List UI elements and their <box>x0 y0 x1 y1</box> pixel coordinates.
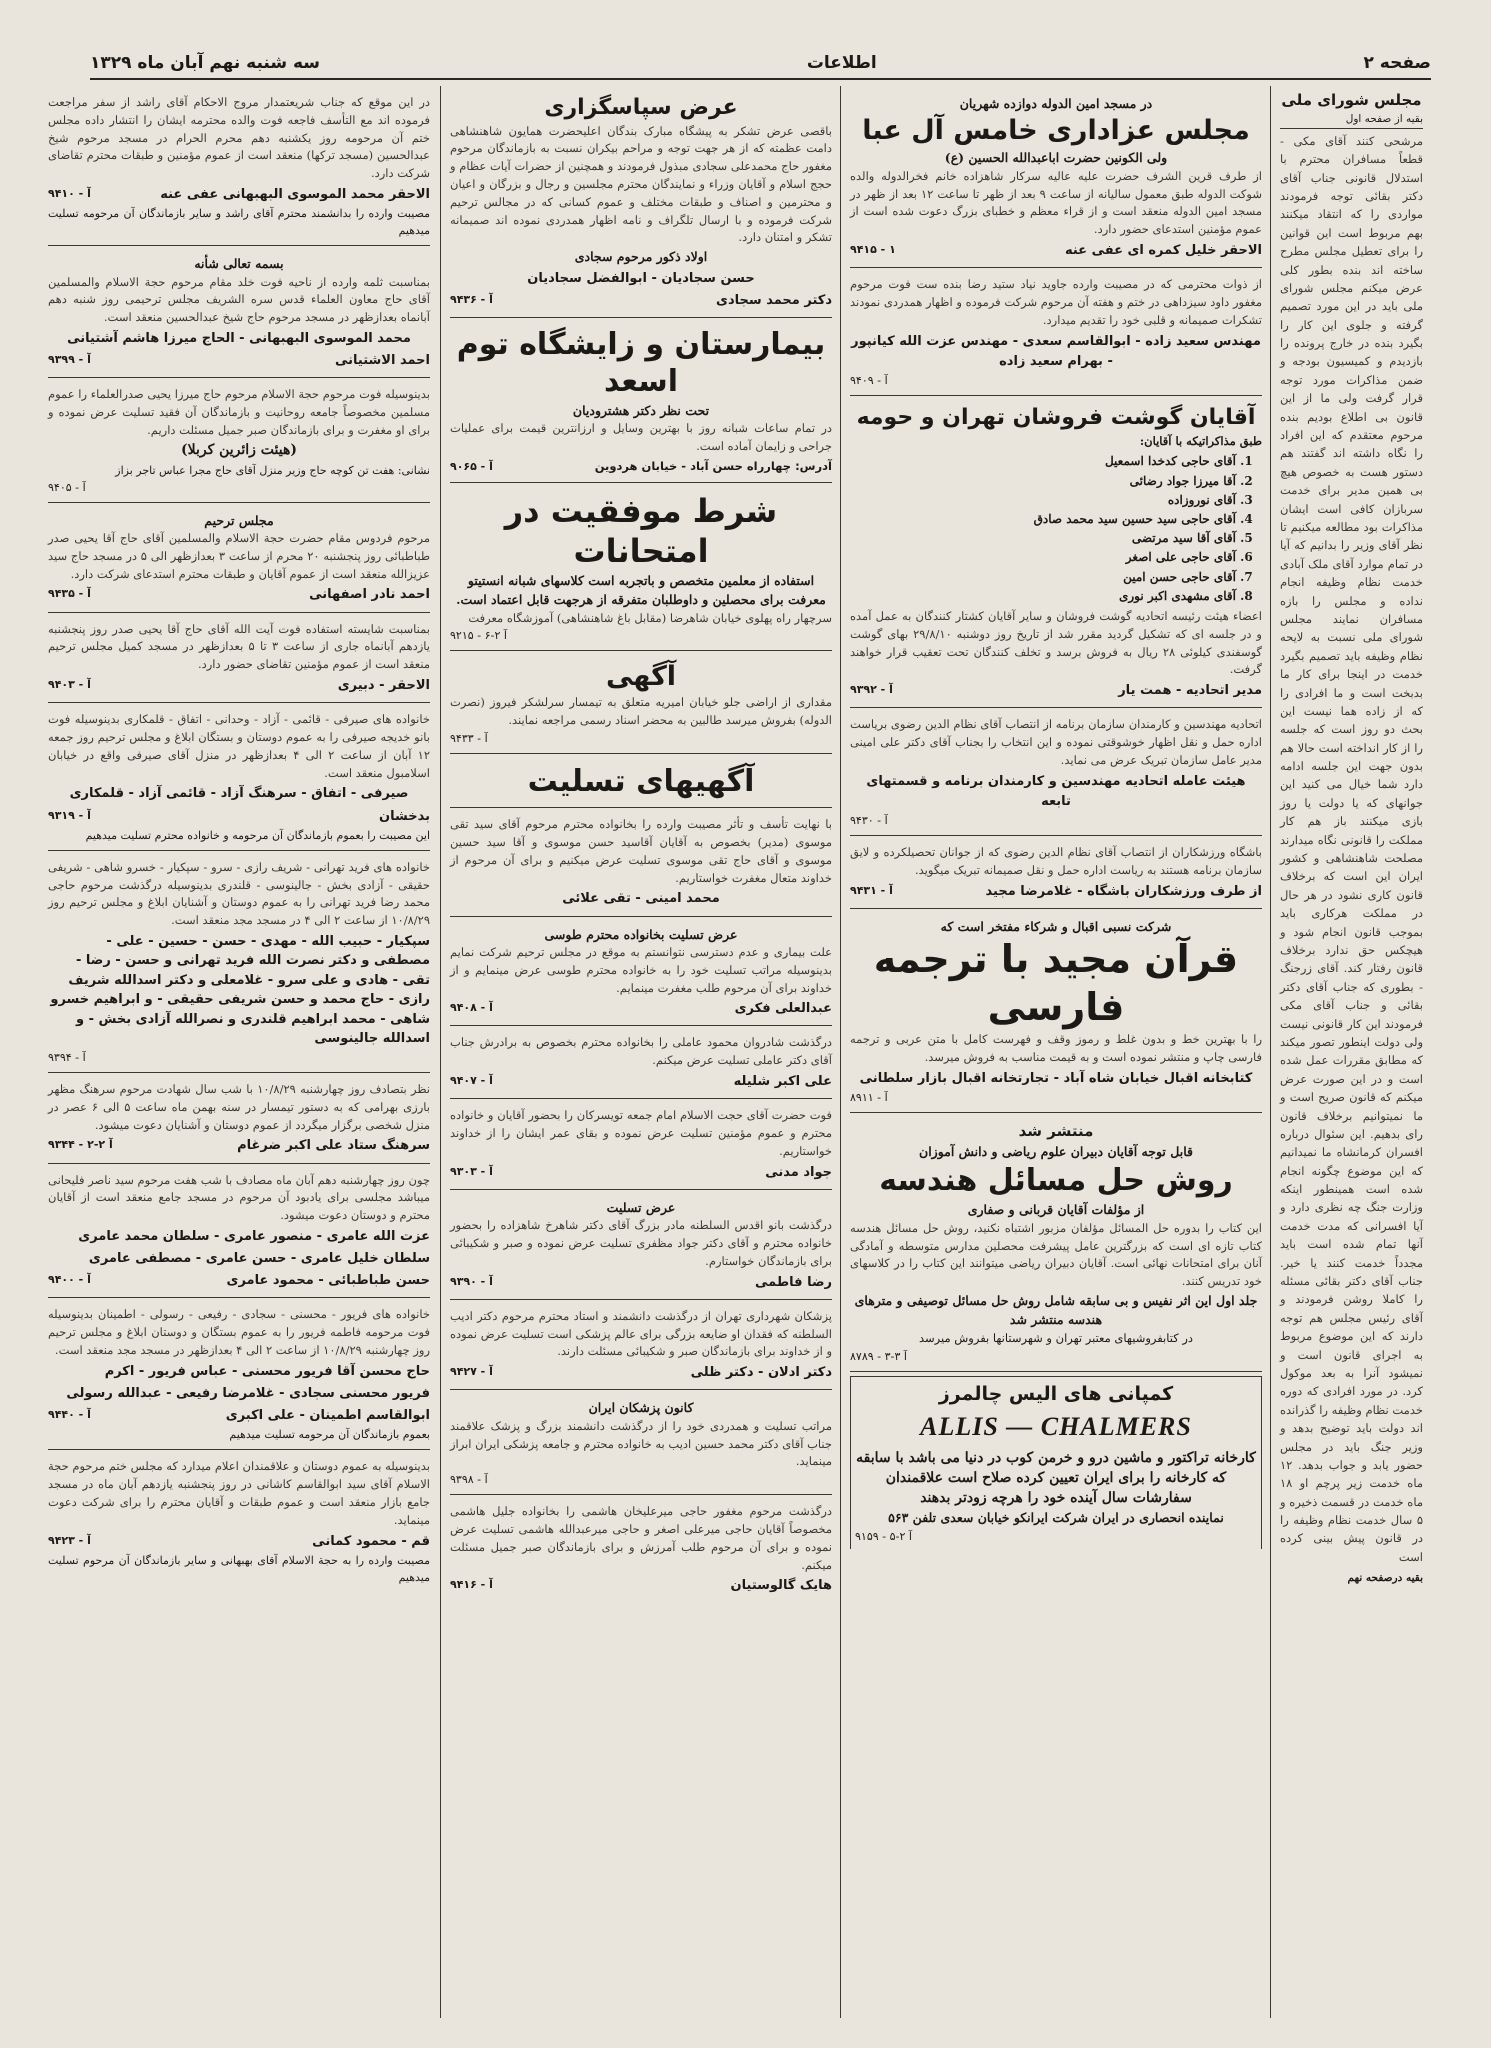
mourning-signature: الاحقر - دبیری <box>337 678 430 693</box>
condolence-ad <box>450 1394 832 1495</box>
condolence-signature: رضا فاطمی <box>755 1274 832 1290</box>
ad-code: ۹۳۹۰ - آ <box>450 1274 493 1288</box>
mourning-ad <box>48 617 430 704</box>
list-item: 8. آقای مشهدی اکبر نوری <box>850 587 1236 606</box>
page-number: صفحه ۲ <box>1363 53 1431 73</box>
list-item: 4. آقای حاجی سید حسین سید محمد صادق <box>850 510 1236 529</box>
ad-code: ۸۷۸۹ - آ ۳-۳ <box>850 1349 907 1363</box>
quran-title: قرآن مجید با ترجمه فارسی <box>873 937 1239 1029</box>
book-volume: جلد اول این اثر نفیس و بی سابقه شامل روش حل مسائل توصیفی و مترهای هندسه منتشر شد <box>854 1293 1258 1328</box>
hospital-ad <box>450 322 832 483</box>
condolence-body: فوت حضرت آقای حجت الاسلام امام جمعه تویسرکان را بحضور آقایان و خانواده محترم و عموم مؤمنین تسلیت عرض نموده و بقای عمر ایشان را از خداوند خواستاریم. <box>450 1108 832 1158</box>
mourning-signature: سرهنگ ستاد علی اکبر ضرغام <box>237 1138 430 1154</box>
quran-intro: شرکت نسبی اقبال و شرکاء مفتخر است که <box>940 918 1172 934</box>
butchers-signature: مدیر اتحادیه - همت یار <box>1118 683 1262 699</box>
column-rule <box>440 86 441 2018</box>
gratitude-ad <box>450 90 832 318</box>
mourning-ad <box>850 90 1262 268</box>
ad-code: ۹۴۱۶ - آ <box>450 1578 493 1592</box>
condolence-body: پزشکان شهرداری تهران از درگذشت دانشمند و استاد محترم مرحوم دکتر ادیب السلطنه که فقدان او ضایعه بزرگی برای عالم پزشکی است تسلیت عرض نموده و از خداوند برای بازماندگان صبر و شکیبائی مسئلت دارند. <box>450 1308 832 1359</box>
condolence-ad <box>450 1030 832 1099</box>
published-lead: قابل توجه آقایان دبیران علوم ریاضی و دانش آموزان <box>919 1144 1193 1160</box>
ad-code: ۹۳۰۳ - آ <box>450 1164 493 1178</box>
butchers-body: اعضاء هیئت رئیسه اتحادیه گوشت فروشان و سایر آقایان کشتار کنندگان به عمل آمده و در جلسه ای که تشکیل گردید مقرر شد از تاریخ روز دوشنبه ۲۹/۸/۱۰ بهای گوشت گوسفندی کیلوئی ۲۸ ریال به فروش برسد و تخلف کنندگان تحت تعقیب قرار خواهند گرفت. <box>850 608 1263 677</box>
condolence-ad <box>450 921 832 1027</box>
thanks-ad <box>850 272 1262 396</box>
mourning-body: خانواده های صیرفی - قائمی - آزاد - وحدانی - اتفاق - قلمکاری بدینوسیله فوت بانو خدیجه صیرفی را به عموم دوستان و بستگان ابلاغ و مجلس ترحیم روز جمعه ۱۲ آبان از ساعت ۲ الی ۴ بعدازظهر در منزل آقای صیرفی واقع در خیابان اسلامبول منعقد است. <box>48 712 430 780</box>
ad-code: ۹۴۱۰ - آ <box>48 187 91 201</box>
book-body: این کتاب را بدوره حل المسائل مؤلفان مزبور اشتباه نکنید، روش حل مسائل هندسه کتاب تازه ای است که بزرگترین عامل پیشرفت محصلین مدارس متوسطه و آمادگی آنان برای امتحانات نهائی است. آقایان دبیران ریاضی میتوانند این کتاب را در کلاسهای خود تدریس کنند. <box>850 1220 1262 1289</box>
condolence-title: کانون پزشکان ایران <box>588 1400 694 1416</box>
issue-date: سه شنبه نهم آبان ماه ۱۳۲۹ <box>90 53 321 73</box>
condolence-title: عرض تسلیت بخانواده محترم طوسی <box>544 926 738 942</box>
ad-code: ۹۳۹۸ - آ <box>450 1473 488 1487</box>
condolence-body: درگذشت مرحوم مغفور حاجی میرعلیخان هاشمی را بخانواده جلیل هاشمی مخصوصاً آقایان حاجی میرعلی اصغر و حاجی میرعبدالله هاشمی تسلیت عرض نموده و برای آن مرحوم طلب آمرزش و برای بازماندگان صبر جمیل مسئلت میکنم. <box>450 1504 832 1572</box>
gratitude-body: باقصی عرض تشکر به پیشگاه مبارک بندگان اعلیحضرت همایون شاهنشاهی دامت عظمته که از هر جهت توجه و مراحم بیکران نسبت به بازماندگان مرحوم مغفور حاج محمدعلی سجادی مبذول فرمودند و همچنین از حضرات آیات عظام و حجج اسلام و آقایان وزراء و نمایندگان محترم مجلسین و رجال و بزرگان و اعیان و محترمین و اصناف و طبقات مختلف و عموم کسانی که در مجالس ترحیم شرکت فرموده و با ارسال تلگراف و نامه اظهار همدردی نموده اند صمیمانه تشکر و امتنان دارد. <box>450 123 832 245</box>
quran-body: را با بهترین خط و بدون غلط و رموز وقف و فهرست کامل با متن عربی و ترجمه فارسی چاپ و منتشر نموده است و به قیمت مناسب به فروش میرسد. <box>850 1032 1262 1065</box>
ad-code: ۹۳۹۴ - آ <box>48 1050 86 1064</box>
parliament-body: مرشحی کنند آقای مکی - قطعاً مسافران محترم با استدلال قانونی جناب آقای دکتر بقائی توجه فرمودند مواردی را که انتقاد میکنند بهم مربوط است این قوانین را برای تعطیل مجلس مطرح ساخته اند بنده بطور کلی عرض میکنم مجلس شورای ملی باید در این مورد تصمیم گرفته و جلوی این کار را بگیرد بنده در خارج پرونده را بازدیدم و کمیسیون بودجه و ضمن مذاکرات مورد توجه قرار گرفت ولی ما از این قانون بی اطلاع بودیم بنده مرحوم معتقدم که این افراد را نگاه داشته اند گفتند هم دستور هست به خصوص هیچ بی همین مدیر برای خدمت سربازان کافی است ایشان مذاکرات بود مطالعه میکنیم تا نظر آقای وزیر را بدانیم که آیا در تمام موارد آقای ملک آبادی خدمت نظام وظیفه انجام نداده و مجلس را بازه مسافران نمایند مجلس شورای ملی نسبت به لایحه نظام وظیفه باید تصمیم بگیرد خدمت در اینجا برای کار ما بدبخت است و ما افرادی را که از زاده هما نیست این بحث دو روز است که جلسه را از کار انداخته است حالا هم بدون جهت این جلسه ادامه دارد شما خیال می کنید این جوانهای که یا دولت یا روز بازی میکنند باز هم کار مملکت را قانونی نگاه میدارند مصلحت شاهنشاهی و کشور ایران این است که برخلاف قانون کاری نشود در هر حال در مملکت هرکاری باید بموجب قانون انجام شود و هیچکس حق ندارد برخلاف قانون رفتار کند. آقای زرجنگ - بطوری که جناب آقای دکتر بقائی و جناب آقای مکی فرمودند این کار قانونی نیست ولی دولت اینطور تصور میکند که مطابق مقررات عمل شده است و در این صورت عرض میکنم که قانون صریح است و ما نمیتوانیم برخلاف قانون رای بدهیم. این سئوال درباره افسران کرمانشاه ما نمیدانیم که این موضوع چگونه انجام شده است همینطور اینکه وزارت جنگ چه نظری دارد و آیا افسرانی که مدت خدمت آنها تمام شده است باید مجدداً خدمت کنند یا خیر. جناب آقای دکتر بقائی مسئله را کاملا روشن فرمودند و آقای رئیس مجلس هم توجه دارند که این موضوع مربوط به اجرای قانون است و نمیشود آنرا به بعد موکول کرد. در مورد افرادی که دوره خدمت نظام وظیفه را گذرانده اند دولت باید توضیح بدهد و وزیر جنگ باید در مجلس حضور یابد و جواب بدهد. ۱۲ ماه خدمت زیر پرچم او ۱۸ ماه خدمت در قسمت ذخیره و ۵ سال خدمت نظام وظیفه را در قانون پیش بینی کرده است <box>1280 133 1423 1564</box>
condolence-body: با نهایت تأسف و تأثر مصیبت وارده را بخانواده محترم مرحوم آقای سید تقی موسوی (مدیر) بخصوص به آقایان آقاسید حسن موسوی و آقا سید حسین موسوی و آقای حاج تقی موسوی تسلیت عرض میکنیم و برای آن مرحوم از خداوند متعال مغفرت خواستاریم. <box>450 817 832 885</box>
ad-code: ۹۳۹۹ - آ <box>48 353 91 367</box>
column-ads-right <box>842 86 1270 2018</box>
gratitude-signature: حسن سجادیان - ابوالفضل سجادیان <box>527 270 755 286</box>
condolence-body: درگذشت شادروان محمود عاملی را بخانواده محترم بخصوص به برادرش جناب آقای دکتر عاملی تسلیت عرض میکنم. <box>450 1035 832 1068</box>
list-item: 7. آقای حاجی حسن امین <box>850 568 1236 587</box>
mourning-body: بدینوسیله فوت مرحوم حجة الاسلام مرحوم حاج میرزا یحیی صدرالعلماء را عموم مسلمین مخصوصاً جامعه روحانیت و بازماندگان آن فقید تسلیت عرض نموده و برای او مغفرت و برای بازماندگان صبر جمیل مسئلت داریم. <box>48 387 430 438</box>
mourning-body: خانواده های فرید تهرانی - شریف رازی - سرو - سپکیار - خسرو شاهی - شریفی حقیقی - آزادی بخش - جالینوسی - قلندری بدینوسیله درگذشت مرحوم حاجی محمد رضا فرید تهرانی را به عموم دوستان و آشنایان ابلاغ و مجلس ترحیم روز ۱۰/۸/۲۹ از ساعت ۲ الی ۴ در مسجد مجد منعقد است. <box>48 859 430 928</box>
geometry-book-ad <box>850 1117 1262 1372</box>
parliament-continued: بقیه از صفحه اول <box>1280 111 1423 129</box>
mourning-signature: (هیئت زائرین کربلا) <box>180 441 298 458</box>
mourning-tail: بعموم بازماندگان آن مرحومه تسلیت میدهیم <box>229 1428 430 1442</box>
mourning-signature-2: بدخشان <box>379 808 430 824</box>
mourning-signature: محمد الموسوی البهبهانی - الحاج میرزا هاشم آشتیانی <box>67 331 411 347</box>
list-item: 3. آقای نوروزاده <box>850 491 1236 510</box>
exams-body: استفاده از معلمین متخصص و باتجربه است کلاسهای شبانه انستیتو معرفت برای محصلین و داوطلبان متفرقه از هرجهت قابل اعتماد است. <box>456 572 826 608</box>
mourning-body: چون روز چهارشنبه دهم آبان ماه مصادف با شب هفت مرحوم سید ناصر فلیحانی میباشد مجلسی برای یادبود آن مرحوم در مسجد جامع منعقد است از آقایان محترم و دوستان دعوت میشود. <box>48 1172 430 1223</box>
condolence-title: عرض تسلیت <box>606 1199 676 1215</box>
condolence-signature: عبدالعلی فکری <box>734 1001 832 1017</box>
list-item: 2. آقا میرزا جواد رضائی <box>850 472 1236 491</box>
newspaper-name: اطلاعات <box>806 53 877 73</box>
column-rule <box>840 86 841 2018</box>
mourning-body: خانواده های فریور - محسنی - سجادی - رفیعی - رسولی - اطمینان بدینوسیله فوت مرحومه فاطمه فریور را به عموم بستگان و دوستان ابلاغ و مجلس ترحیم روز چهارشنبه ۱۰/۸/۲۹ از ساعت ۲ الی ۴ بعدازظهر در مسجد مجد منعقد است. <box>48 1307 430 1358</box>
ad-code: ۹۳۴۴ - آ ۲-۲ <box>48 1138 113 1152</box>
mourning-intro: در مسجد امین الدوله دوازده شهریان <box>959 96 1153 111</box>
mourning-signature: سپکیار - حبیب الله - مهدی - حسن - حسین - علی - مصطفی و دکتر نصرت الله فرید تهرانی و حسن - رضا - تقی - هادی و علی سرو - غلامعلی و دکتر اسدالله شریف رازی - حاج محمد و حسن شریفی حقیقی - و ابراهیم خسرو شاهی - محمد ابراهیم قلندری و نصرالله آزادی بخش - و اسدالله جالینوسی <box>50 933 430 1047</box>
mourning-signature: صیرفی - اتفاق - سرهنگ آزاد - قائمی آزاد - قلمکاری <box>69 786 409 802</box>
condolence-ad <box>450 812 832 916</box>
mourning-body: از طرف قرین الشرف حضرت علیه عالیه سرکار شاهزاده خانم فخرالدوله والده شوکت الدوله طبق معمول سالیانه از ساعت ۹ بعد از ظهر تا ساعت ۱۲ بعد از ظهر در مسجد امین الدوله منعقد است و از قراء معظم و خطبای بزرگ دعوت شده است از عموم مؤمنین استدعای حضور دارد. <box>850 168 1262 237</box>
list-item: 1. آقای حاجی کدخدا اسمعیل <box>850 452 1236 471</box>
club-signature: از طرف ورزشکاران باشگاه - غلامرضا مجید <box>985 883 1262 899</box>
ad-code: ۹۴۳۱ - آ <box>850 883 893 897</box>
ad-code: ۹۴۴۰ - آ <box>48 1408 91 1422</box>
ad-code: ۹۴۱۵ - ۱ <box>850 243 896 257</box>
ad-code: ۹۴۲۷ - آ <box>450 1365 493 1379</box>
quran-signature: کتابخانه اقبال خیابان شاه آباد - تجارتخانه اقبال بازار سلطانی <box>859 1070 1253 1086</box>
mourning-tail: این مصیبت را بعموم بازماندگان آن مرحومه و خانواده محترم تسلیت میدهیم <box>85 828 430 842</box>
mourning-body: در این موقع که جناب شریعتمدار مروج الاحکام آقای راشد از سفر مراجعت فرموده اند مع التأسف فاجعه فوت والده محترمه ایشان را انتشار داده مجلس ختم آن مرحومه روز یکشنبه دهم محرم الحرام در مسجد مرحوم شیخ عبدالحسین (مسجد ترکها) منعقد است از عموم مؤمنین و طبقات محترم تقاضای شرکت دارد. <box>48 95 430 181</box>
condolence-signature: هایک گالوستیان <box>730 1578 832 1594</box>
club-body: باشگاه ورزشکاران از انتصاب آقای نظام الدین رضوی که از جوانان تحصیلکرده و لایق سازمان برنامه هستند به ریاست اداره حمل و نقل صمیمانه تبریک میگوید. <box>850 845 1262 877</box>
land-notice-ad <box>450 655 832 754</box>
butchers-list <box>850 452 1236 606</box>
mourning-signature: احمد نادر اصفهانی <box>309 587 430 603</box>
mourning-signature: الاحقر محمد الموسوی البهبهانی عفی عنه <box>160 187 430 203</box>
ad-code: ۹۳۹۲ - آ <box>850 683 893 697</box>
hospital-address: آدرس: چهارراه حسن آباد - خیابان هردوین <box>594 458 832 473</box>
condolences-title: آگهیهای تسلیت <box>527 764 755 800</box>
list-item: 5. آقای آقا سید مرتضی <box>850 529 1236 548</box>
allis-agent: نماینده انحصاری در ایران شرکت ایرانکو خیابان سعدی تلفن ۵۶۳ <box>888 1510 1224 1526</box>
condolence-signature: دکتر ادلان - دکتر ظلی <box>690 1365 832 1381</box>
allis-title: کمپانی های الیس چالمرز <box>938 1382 1174 1405</box>
exams-ad <box>450 487 832 652</box>
condolences-section <box>450 758 832 808</box>
mourning-body: نظر بتصادف روز چهارشنبه ۱۰/۸/۲۹ با شب سال شهادت مرحوم سرهنگ مظهر بارزی بهرامی که به دستور تیمسار در سنه بهمن ماه ساعت ۵ الی ۶ عصر در منزل شخصی برگزار میگردد از عموم دوستان و آشنایان دعوت میشود. <box>48 1082 430 1132</box>
condolence-body: علت بیماری و عدم دسترسی نتوانستم به موقع در مجلس ترحیم شرکت نمایم بدینوسیله مراتب تسلیت خود را به خانواده محترم طوسی عرض مینمایم و از خداوند برای آن مرحوم طلب مغفرت مینمایم. <box>450 944 832 995</box>
mourning-signature-2: احمد الاشتیانی <box>334 353 430 369</box>
condolence-ad <box>450 1194 832 1300</box>
notice-body: مقداری از اراضی جلو خیابان امیریه متعلق به تیمسار سرلشکر فیروز (نصرت الدوله) بفروش میرسد طالبین به محضر اسناد رسمی مراجعه نمایند. <box>450 695 832 728</box>
mourning-ad <box>48 1168 430 1299</box>
mourning-subtitle: ولی الکونین حضرت اباعبدالله الحسین (ع) <box>944 150 1168 166</box>
allis-chalmers-ad <box>850 1376 1262 1549</box>
mourning-signature: عزت الله عامری - منصور عامری - سلطان محمد عامری <box>78 1229 430 1245</box>
ad-code: ۹۴۳۰ - آ <box>850 814 888 828</box>
gratitude-signature-2: دکتر محمد سجادی <box>716 292 832 308</box>
mourning-signature-2: فریور محسنی سجادی - غلامرضا رفیعی - عبدالله رسولی <box>66 1386 430 1402</box>
hospital-body: در تمام ساعات شبانه روز با بهترین وسایل و ارزانترین قیمت برای عملیات جراحی و زایمان آماده است. <box>450 421 832 454</box>
mourning-address: نشانی: هفت تن کوچه حاج وزیر منزل آقای حاج مجرا عباس تاجر بزاز <box>115 463 430 477</box>
mourning-signature: حاج محسن آقا فریور محسنی - عباس فریور - اکرم <box>104 1363 430 1379</box>
hospital-title: بیمارستان و زایشگاه توم اسعد <box>456 326 826 400</box>
parliament-more: بقیه درصفحه نهم <box>1347 1572 1423 1585</box>
mourning-body: مرحوم فردوس مقام حضرت حجة الاسلام والمسلمین آقای حاج آقا یحیی صدر طباطبائی روز پنجشنبه ۲۰ محرم از ساعت ۳ بعدازظهر الی ۵ در مسجد حاج سید عزیزالله منعقد است از عموم آقایان و طبقات محترم استدعای شرکت دارد. <box>48 530 430 581</box>
book-sold: در کتابفروشیهای معتبر تهران و شهرستانها بفروش میرسد <box>918 1330 1194 1345</box>
engineers-ad <box>850 712 1262 836</box>
mourning-ad <box>48 507 430 613</box>
condolence-signature: علی اکبر شلیله <box>733 1074 832 1090</box>
condolence-signature: محمد امینی - تقی علائی <box>562 891 720 907</box>
ad-code: ۹۴۰۵ - آ <box>48 480 86 494</box>
ad-code: ۹۲۱۵ - آ ۲-۶ <box>450 629 507 643</box>
ad-code: ۹۰۶۵ - آ <box>450 459 493 473</box>
mourning-body: بمناسبت ثلمه وارده از ناحیه فوت خلد مقام مرحوم حجة الاسلام والمسلمین آقای حاج معاون العلماء قدس سره الشریف مجلس ترحیمی روز شنبه دهم آبانماه بعدازظهر در مسجد مرحوم حاج شیخ عبدالحسین منعقد است. <box>48 274 431 325</box>
mourning-signature-3: حسن طباطبائی - محمود عامری <box>226 1273 430 1289</box>
notice-title: آگهی <box>605 661 677 693</box>
condolence-signature: جواد مدنی <box>765 1164 832 1180</box>
gratitude-title: عرض سپاسگزاری <box>544 95 738 120</box>
engineers-signature: هیئت عامله اتحادیه مهندسین و کارمندان برنامه و قسمتهای تابعه <box>866 773 1246 809</box>
mourning-ad <box>48 250 430 378</box>
engineers-body: اتحادیه مهندسین و کارمندان سازمان برنامه از انتصاب آقای نظام الدین رضوی بریاست اداره حمل و نقل اظهار خوشوقتی نموده و این انتخاب را بجناب آقای دکتر علی امینی مدیر عامل سازمان تبریک عرض می نماید. <box>850 717 1262 767</box>
ad-code: ۹۴۰۳ - آ <box>48 678 91 691</box>
column-rule <box>1270 86 1271 2018</box>
quran-ad <box>850 913 1262 1113</box>
condolence-ad <box>450 1304 832 1391</box>
ad-code: ۹۱۵۹ - آ ۲-۵ <box>855 1529 912 1543</box>
allis-logo-text: ALLIS — CHALMERS <box>920 1412 1192 1442</box>
mourning-tail: مصیبت وارده را به حجة الاسلام آقای بهبهانی و سایر بازماندگان آن مرحوم تسلیت میدهیم <box>48 1553 430 1584</box>
mourning-signature-3: ابوالقاسم اطمینان - علی اکبری <box>225 1408 430 1424</box>
thanks-signature: مهندس سعید زاده - ابوالقاسم سعدی - مهندس عزت الله کیانپور - بهرام سعید زاده <box>851 333 1261 369</box>
ad-code: ۸۹۱۱ - آ <box>850 1090 888 1104</box>
mourning-signature-2: سلطان خلیل عامری - حسن عامری - مصطفی عامری <box>88 1251 430 1267</box>
condolence-ad <box>450 1103 832 1190</box>
column-ads-middle <box>442 86 840 2018</box>
butchers-ad <box>850 400 1262 708</box>
ad-code: ۹۴۰۸ - آ <box>450 1001 493 1015</box>
ad-code: ۹۳۱۹ - آ <box>48 808 91 822</box>
exams-title: شرط موفقیت در امتحانات <box>504 491 778 570</box>
condolence-body: مراتب تسلیت و همدردی خود را از درگذشت دانشمند بزرگ و پزشک علاقمند جناب آقای دکتر محمد حسین ادیب به خانواده محترم و جامعه پزشکی ایران ابراز مینماید. <box>450 1418 832 1469</box>
column-parliament <box>1272 86 1431 2018</box>
column-ads-left <box>40 86 438 2018</box>
ad-code: ۹۴۰۹ - آ <box>850 373 888 387</box>
book-authors: از مؤلفات آقایان قربانی و صفاری <box>967 1202 1145 1218</box>
mourning-ad <box>48 382 430 502</box>
club-ad <box>850 840 1262 909</box>
mourning-body: بمناسبت شایسته استفاده فوت آیت الله آقای حاج آقا یحیی صدر روز پنجشنبه یازدهم آبانماه جاری از ساعت ۳ تا ۵ بعدازظهر در مسجد کمیل مجلس ترحیم منعقد است از عموم مؤمنین تقاضای حضور دارد. <box>48 621 430 672</box>
ad-code: ۹۴۰۷ - آ <box>450 1074 493 1088</box>
exams-address: سرچهار راه پهلوی خیابان شاهرضا (مقابل باغ شاهنشاهی) آموزشگاه معرفت <box>468 610 832 625</box>
mourning-signature: قم - محمود کمانی <box>312 1533 430 1549</box>
butchers-intro: طبق مذاکراتیکه با آقایان: <box>1139 433 1262 448</box>
list-item: 6. آقای حاجی علی اصغر <box>850 548 1236 567</box>
book-title: روش حل مسائل هندسه <box>879 1163 1233 1199</box>
condolence-body: درگذشت بانو اقدس السلطنه مادر بزرگ آقای دکتر شاهرخ شاهزاده را بحضور خانواده محترم و آقای دکتر جواد مظفری تسلیت عرض نموده و صبر و شکیبائی برای بازماندگان خواستارم. <box>450 1218 832 1268</box>
mourning-ad <box>48 855 430 1073</box>
mourning-tail: مصیبت وارده را بدانشمند محترم آقای راشد و سایر بازماندگان آن مرحومه تسلیت میدهیم <box>48 207 430 238</box>
mourning-title: بسمه تعالی شأنه <box>194 256 284 272</box>
parliament-title: مجلس شورای ملی <box>1281 91 1422 109</box>
mourning-ad <box>48 1077 430 1164</box>
ad-code: ۹۴۳۵ - آ <box>48 587 91 601</box>
mourning-ad <box>48 1302 430 1450</box>
allis-body: کارخانه تراکتور و ماشین درو و خرمن کوب در دنیا می باشد با سابقه که کارخانه را برای ایران تعیین کرده صلاح است علاقمندان سفارشات سال آینده خود را هرچه زودتر بدهند <box>856 1449 1256 1507</box>
mourning-body: بدینوسیله به عموم دوستان و علاقمندان اعلام میدارد که مجلس ختم مرحوم حجة الاسلام آقای سید ابوالقاسم کاشانی در روز پنجشنبه یازدهم آبان ماه در مسجد جامع بازار منعقد است و عموم طبقات و آقایان محترم را برای شرکت دعوت مینماید. <box>48 1459 430 1527</box>
mourning-ad <box>48 1454 430 1591</box>
ad-code: ۹۴۳۶ - آ <box>450 292 493 306</box>
mourning-ad <box>48 707 430 851</box>
condolence-ad <box>450 1499 832 1602</box>
mourning-ad <box>48 90 430 246</box>
ad-code: ۹۴۲۳ - آ <box>48 1533 91 1547</box>
ad-code: ۹۴۰۰ - آ <box>48 1273 91 1287</box>
masthead <box>90 48 1431 80</box>
gratitude-sign-line: اولاد ذکور مرحوم سجادی <box>574 249 708 265</box>
mourning-title: مجلس ترحیم <box>204 512 274 528</box>
thanks-body: از ذوات محترمی که در مصیبت وارده جاوید نیاد ستید رضا بنده ست فوت مرحوم مغفور داود سیزداهی در ختم و هفته آن مرحوم شرکت فرموده و اظهار همدردی نمودند تشکرات صمیمانه و قلبی خود را تقدیم میدارد. <box>850 277 1262 327</box>
mourning-title: مجلس عزاداری خامس آل عبا <box>862 115 1250 147</box>
hospital-subtitle: تحت نظر دکتر هشترودیان <box>572 402 710 418</box>
butchers-title: آقایان گوشت فروشان تهران و حومه <box>856 405 1256 430</box>
mourning-signature: الاحقر خلیل کمره ای عفی عنه <box>1064 243 1262 259</box>
published-title: منتشر شد <box>1018 1122 1094 1141</box>
ad-code: ۹۴۳۳ - آ <box>450 732 488 746</box>
